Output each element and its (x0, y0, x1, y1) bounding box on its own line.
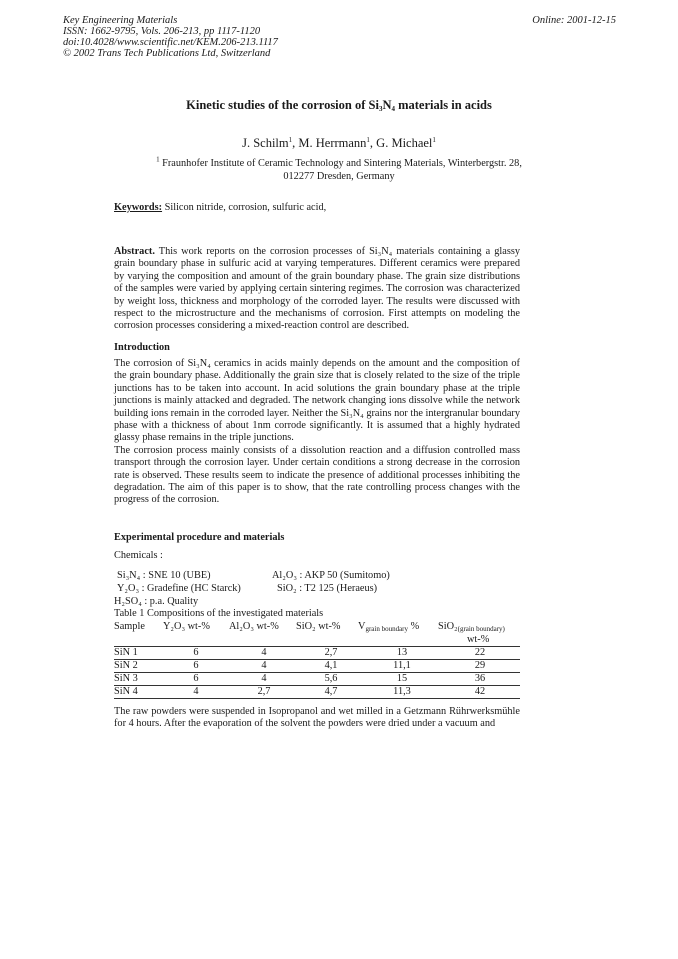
table-cell: 2,7 (230, 686, 298, 699)
table-cell: 13 (364, 647, 440, 660)
table-cell: 4 (230, 647, 298, 660)
keywords (114, 202, 520, 214)
issn-line: ISSN: 1662-9795, Vols. 206-213, pp 1117-1120 (63, 26, 261, 37)
table-cell: 11,1 (364, 660, 440, 673)
affiliation-line-1: Fraunhofer Institute of Ceramic Technology and Sintering Materials, Winterbergstr. 28, (162, 158, 522, 169)
table-cell: 6 (162, 647, 230, 660)
compositions-table (114, 646, 520, 699)
table-cell: 15 (364, 673, 440, 686)
abstract (114, 246, 520, 333)
table-cell: 36 (440, 673, 520, 686)
table-cell: 4 (230, 660, 298, 673)
table-cell: 29 (440, 660, 520, 673)
table-cell: 11,3 (364, 686, 440, 699)
th-v-unit: % (408, 621, 420, 632)
doi-line[interactable]: doi:10.4028/www.scientific.net/KEM.206-213.1117 (63, 37, 278, 48)
th-sample: Sample (114, 621, 145, 632)
paper-title: Kinetic studies of the corrosion of $Si_3N_4$ materials in acids (186, 98, 492, 113)
author-1: J. Schilm (242, 136, 289, 150)
journal-header (63, 15, 393, 59)
table-row (114, 673, 520, 686)
title-part-1: Kinetic studies of the corrosion of Si (186, 98, 379, 112)
copyright-line: © 2002 Trans Tech Publications Ltd, Switzerland (63, 48, 271, 59)
chem-h2so4: H₂SO₄ : p.a. Quality (114, 596, 199, 607)
experimental-heading: Experimental procedure and materials (114, 532, 285, 543)
th-sio2: SiO₂ wt-% (296, 621, 341, 632)
table-cell: SiN 4 (114, 686, 162, 699)
th-sio2gb-unit: wt-% (467, 634, 490, 645)
intro-paragraph-1: The corrosion of Si₃N₄ ceramics in acids mainly depends on the amount and the composition of the grain boundary phase. Additionally the grain size that is closely related to the size of the triple junctions has to be taken into account. In acid solutions the grain boundary phase at the triple junctions is mainly attacked and degraded. The network changing ions dissolve while the network building ions remain in the corroded layer. Neither the Si₃N₄ grains nor the intergranular boundary phase with a thickness of about 1nm corrode significantly. It is assumed that a highly hydrated glassy phase remains in the triple junctions. (114, 358, 520, 444)
table-cell: SiN 3 (114, 673, 162, 686)
chem-y2o3: Y₂O₃ : Gradefine (HC Starck) (117, 583, 241, 594)
intro-body (114, 358, 520, 507)
table-cell: 6 (162, 673, 230, 686)
author-3: G. Michael (376, 136, 433, 150)
table-cell: SiN 2 (114, 660, 162, 673)
online-date: Online: 2001-12-15 (532, 15, 616, 26)
chemicals-label: Chemicals : (114, 550, 163, 561)
keywords-label: Keywords: (114, 202, 163, 213)
table-row (114, 686, 520, 699)
th-sio2-grain-boundary (438, 621, 505, 632)
table-cell: 5,6 (298, 673, 364, 686)
abstract-label: Abstract. (114, 246, 155, 257)
table-cell: 22 (440, 647, 520, 660)
table-row (114, 647, 520, 660)
th-al2o3: Al₂O₃ wt-% (229, 621, 279, 632)
after-table-text: The raw powders were suspended in Isopropanol and wet milled in a Getzmann Rührwerksmühle for 4 hours. After the evaporation of the solvent the powders were dried under a vacuum and (114, 706, 520, 730)
table-cell: 4 (162, 686, 230, 699)
table-cell: 4 (230, 673, 298, 686)
abstract-text: This work reports on the corrosion processes of Si₃N₄ materials containing a glassy grain boundary phase in sulfuric acid at varying temperatures. Different ceramics were prepared by varying the composition and amount of the grain boundary phase. The grain size distributions of the samples were varied by applying certain sintering regimes. The corrosion was characterized by weight loss, thickness and morphology of the corroded layer. The results were discussed with respect to the microstructure and the mechanisms of corrosion. First attempts on modeling the corrosion processes considering a mixed-reaction control are described. (114, 246, 520, 332)
th-v-symbol: V (358, 621, 366, 632)
title-part-2: materials in acids (394, 98, 492, 112)
table-row (114, 660, 520, 673)
journal-name: Key Engineering Materials (63, 15, 178, 26)
th-sio2gb-sub: (grain boundary) (457, 625, 505, 633)
chem-si3n4: Si₃N₄ : SNE 10 (UBE) (117, 570, 211, 581)
table-cell: 4,7 (298, 686, 364, 699)
th-sio2gb-symbol: SiO₂ (438, 621, 458, 632)
table-caption: Table 1 Compositions of the investigated materials (114, 608, 324, 619)
th-y2o3: Y₂O₃ wt-% (163, 621, 210, 632)
intro-paragraph-2: The corrosion process mainly consists of a dissolution reaction and a diffusion controlled mass transport through the corrosion layer. Under certain conditions a strong decrease in the corrosion rate is observed. These results seem to indicate the presence of additional processes inhibiting the degradation. The aim of this paper is to show, that the rate controlling process changes with the progress of the corrosion. (114, 444, 520, 506)
chem-sio2: SiO₂ : T2 125 (Heraeus) (277, 583, 378, 594)
table-cell: 4,1 (298, 660, 364, 673)
table-cell: 42 (440, 686, 520, 699)
keywords-text: Silicon nitride, corrosion, sulfuric acid, (164, 202, 327, 213)
table-cell: SiN 1 (114, 647, 162, 660)
table-cell: 2,7 (298, 647, 364, 660)
affiliation: $^1$ Fraunhofer Institute of Ceramic Technology and Sintering Materials, Winterbergstr. 28, 012277 Dresden, Germany (156, 155, 522, 182)
intro-heading: Introduction (114, 342, 170, 353)
author-2: M. Herrmann (298, 136, 367, 150)
th-v-grain-boundary (358, 621, 419, 632)
table-cell: 6 (162, 660, 230, 673)
author-list: J. Schilm$^1$, M. Herrmann$^1$, G. Michael$^1$ (242, 135, 436, 150)
th-v-sub: grain boundary (365, 625, 409, 633)
affiliation-line-2: 012277 Dresden, Germany (283, 170, 395, 182)
chem-al2o3: Al₂O₃ : AKP 50 (Sumitomo) (272, 570, 390, 581)
